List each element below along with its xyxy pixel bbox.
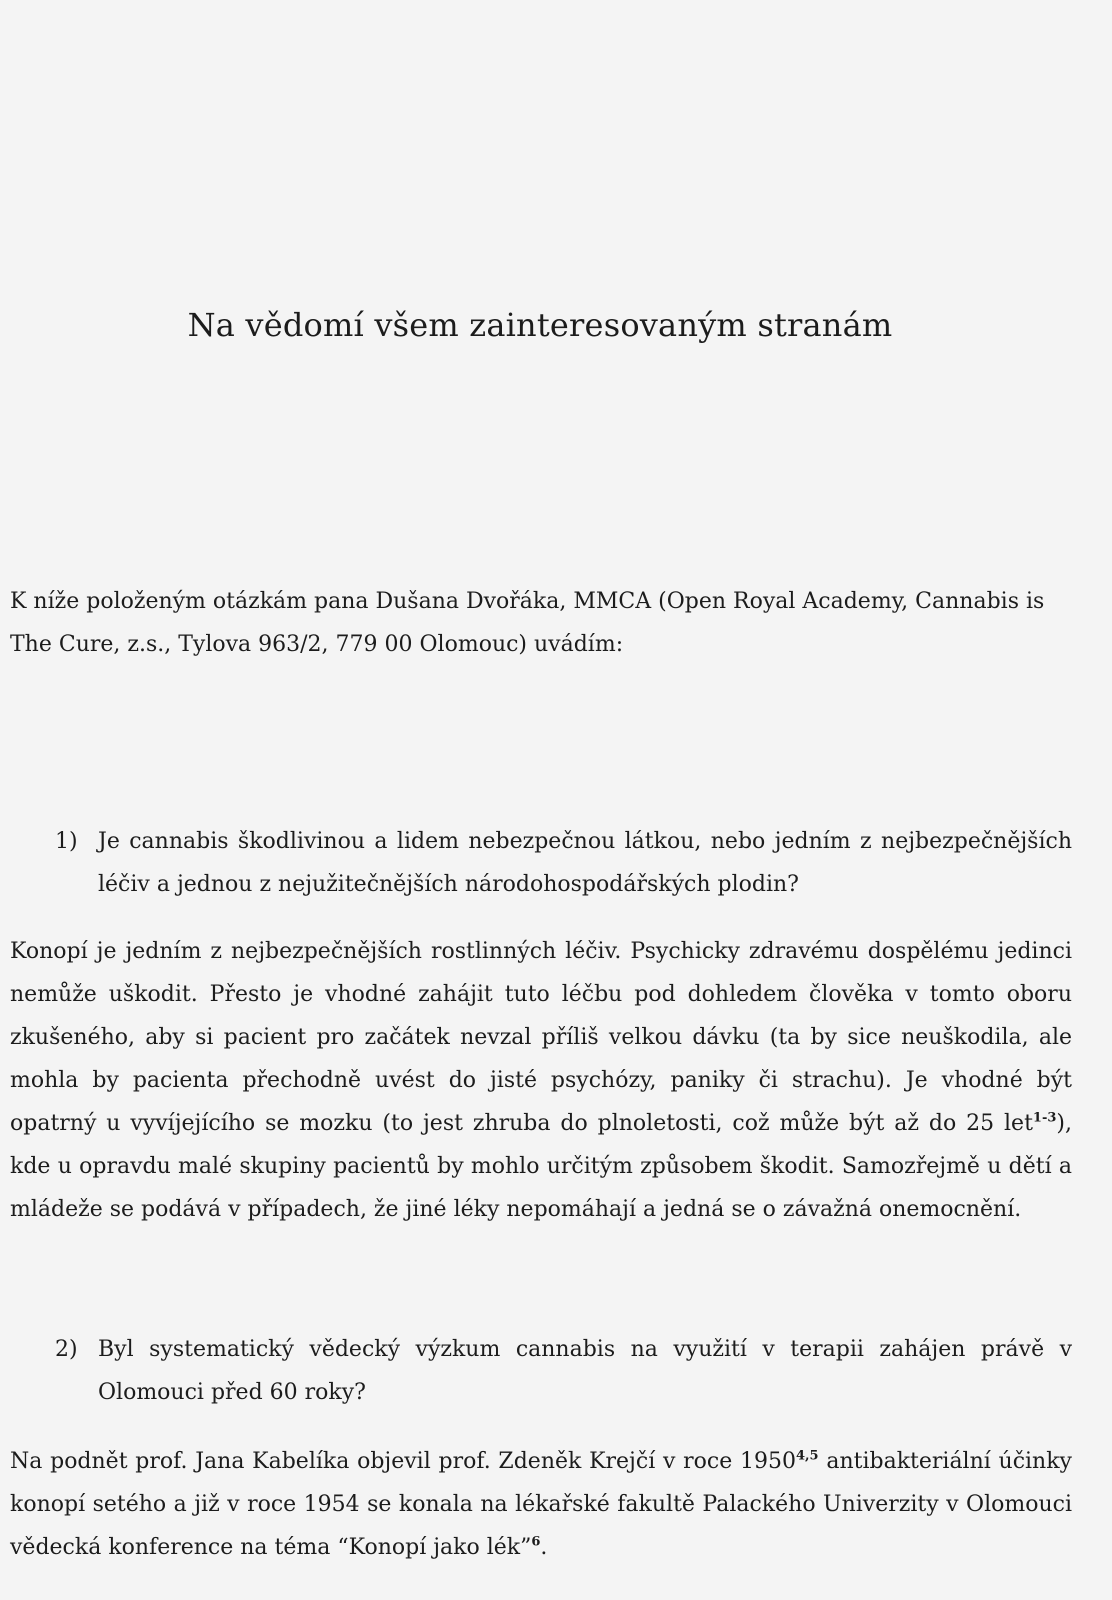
question-number: 1): [55, 829, 78, 854]
answer-2: [10, 1440, 1072, 1569]
page-title: Na vědomí všem zainteresovaným stranám: [187, 306, 893, 344]
answer-text: Na podnět prof. Jana Kabelíka objevil prof. Zdeněk Krejčí v roce 1950: [10, 1449, 796, 1474]
reference-marker: 4,5: [795, 1448, 819, 1464]
answer-text: Konopí je jedním z nejbezpečnějších rostlinných léčiv. Psychicky zdravému dospělému jedinci nemůže uškodit. Přesto je vhodné zahájit tuto léčbu pod dohledem člověka v tomto oboru zkušeného, aby si pacient pro začátek nevzal příliš velkou dávku (ta by sice neuškodila, ale mohla by pacienta přechodně uvést do jisté psychózy, paniky či strachu). Je vhodné být opatrný u vyvíjejícího se mozku (to jest zhruba do plnoletosti, což může být až do 25 let: [10, 939, 1072, 1136]
answer-text: ), kde u opravdu malé skupiny pacientů by mohlo určitým způsobem škodit. Samozřejmě u dětí a mládeže se podává v případech, že jiné léky nepomáhají a jedná se o závažná onemocnění.: [10, 1111, 1072, 1222]
answer-1: [10, 930, 1072, 1231]
reference-marker: 1-3: [1032, 1110, 1057, 1126]
question-number: 2): [55, 1337, 78, 1362]
answer-text: antibakteriální účinky konopí setého a již v roce 1954 se konala na lékařské fakultě Palackého Univerzity v Olomouci vědecká konference na téma “Konopí jako lék”: [10, 1449, 1072, 1560]
answer-text: .: [540, 1535, 548, 1560]
question-2: [10, 1328, 1072, 1414]
question-text: Byl systematický vědecký výzkum cannabis na využití v terapii zahájen právě v Olomouci před 60 roky?: [98, 1337, 1072, 1405]
intro-paragraph: K níže položeným otázkám pana Dušana Dvořáka, MMCA (Open Royal Academy, Cannabis is The Cure, z.s., Tylova 963/2, 779 00 Olomouc) uvádím:: [10, 589, 1045, 657]
reference-marker: 6: [531, 1534, 541, 1550]
question-text: Je cannabis škodlivinou a lidem nebezpečnou látkou, nebo jedním z nejbezpečnějších léčiv a jednou z nejužitečnějších národohospodářských plodin?: [98, 829, 1072, 897]
question-1: [10, 820, 1072, 906]
